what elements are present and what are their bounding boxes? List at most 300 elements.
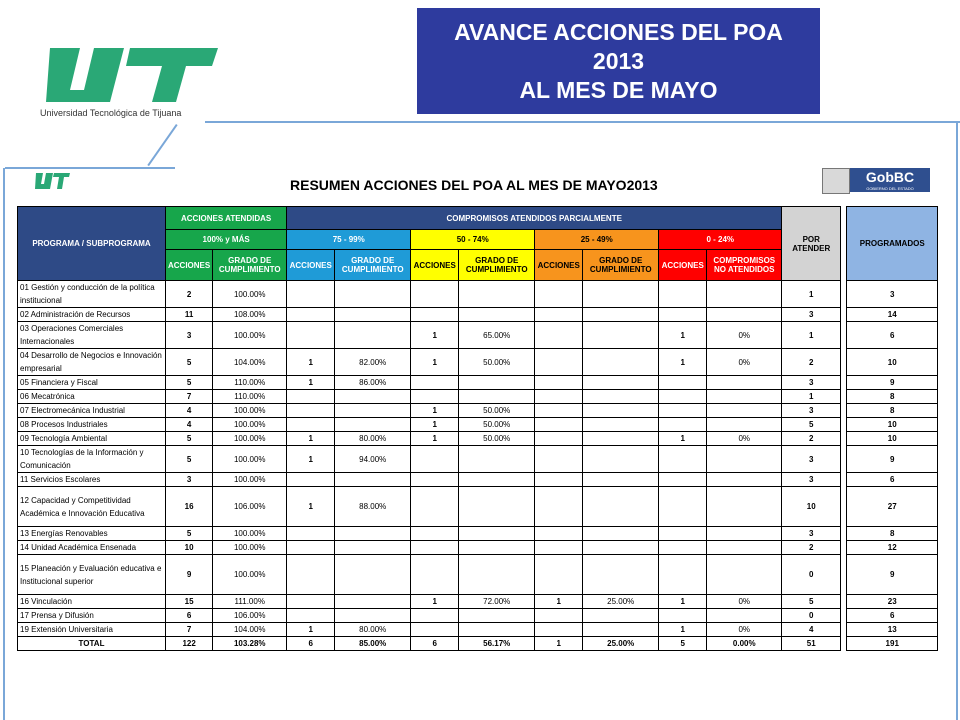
table-cell: 10: [847, 349, 938, 376]
header-programados: PROGRAMADOS: [847, 207, 938, 281]
table-cell: [459, 376, 535, 390]
table-cell: [583, 418, 659, 432]
table-cell: 14: [847, 308, 938, 322]
table-cell: [535, 376, 583, 390]
programa-name: 02 Administración de Recursos: [18, 308, 166, 322]
table-cell: [659, 281, 707, 308]
programa-name: 17 Prensa y Difusión: [18, 609, 166, 623]
table-cell: 9: [847, 446, 938, 473]
table-row: [18, 527, 938, 541]
table-cell: [659, 527, 707, 541]
table-cell: 50.00%: [459, 404, 535, 418]
table-row: [18, 446, 938, 473]
table-cell: 104.00%: [213, 349, 287, 376]
table-cell: 6: [287, 637, 335, 651]
table-cell: 3: [782, 308, 841, 322]
table-cell: [411, 390, 459, 404]
table-cell: [535, 390, 583, 404]
table-cell: [659, 418, 707, 432]
table-cell: 23: [847, 595, 938, 609]
table-cell: 6: [847, 322, 938, 349]
table-cell: [659, 404, 707, 418]
table-cell: [707, 418, 782, 432]
table-cell: 5: [166, 527, 213, 541]
table-cell: [459, 555, 535, 595]
table-cell: 5: [166, 376, 213, 390]
table-cell: 8: [847, 527, 938, 541]
table-cell: 191: [847, 637, 938, 651]
header-75: 75 - 99%: [287, 230, 411, 250]
frame-line: [3, 168, 5, 720]
table-cell: 100.00%: [213, 541, 287, 555]
table-cell: 0%: [707, 349, 782, 376]
table-cell: [411, 527, 459, 541]
header-acciones: ACCIONES: [535, 250, 583, 281]
frame-line: [205, 121, 960, 123]
table-cell: [583, 376, 659, 390]
table-cell: 16: [166, 487, 213, 527]
table-cell: [535, 609, 583, 623]
table-cell: [335, 527, 411, 541]
table-cell: 5: [166, 349, 213, 376]
table-cell: 0%: [707, 432, 782, 446]
table-cell: 72.00%: [459, 595, 535, 609]
table-cell: [287, 527, 335, 541]
table-cell: [707, 281, 782, 308]
table-cell: [459, 527, 535, 541]
table-cell: 100.00%: [213, 473, 287, 487]
table-cell: 122: [166, 637, 213, 651]
table-cell: 100.00%: [213, 404, 287, 418]
table-cell: 3: [782, 473, 841, 487]
table-cell: [535, 322, 583, 349]
table-cell: [335, 609, 411, 623]
gobbc-logo: [822, 168, 930, 194]
table-cell: [287, 404, 335, 418]
header-compromisos-parciales: COMPROMISOS ATENDIDOS PARCIALMENTE: [287, 207, 782, 230]
table-cell: 50.00%: [459, 349, 535, 376]
table-cell: [659, 390, 707, 404]
table-cell: 1: [287, 349, 335, 376]
table-cell: [459, 446, 535, 473]
table-row: [18, 595, 938, 609]
table-cell: 51: [782, 637, 841, 651]
table-cell: 104.00%: [213, 623, 287, 637]
table-row: [18, 487, 938, 527]
table-cell: 50.00%: [459, 432, 535, 446]
table-cell: [659, 446, 707, 473]
title-line-1: AVANCE ACCIONES DEL POA: [454, 19, 783, 45]
table-cell: [583, 473, 659, 487]
table-cell: [535, 432, 583, 446]
programa-name: 06 Mecatrónica: [18, 390, 166, 404]
table-row: [18, 390, 938, 404]
table-cell: 2: [782, 541, 841, 555]
table-cell: [535, 527, 583, 541]
gob-text: GobBC: [865, 169, 915, 185]
frame-line: [956, 121, 958, 720]
gobbc-label: [850, 168, 930, 192]
header-por-atender: POR ATENDER: [782, 207, 841, 281]
table-cell: [583, 609, 659, 623]
table-cell: 8: [847, 404, 938, 418]
table-cell: 1: [659, 349, 707, 376]
table-cell: 10: [847, 418, 938, 432]
table-cell: [287, 609, 335, 623]
programa-name: 05 Financiera y Fiscal: [18, 376, 166, 390]
header-acciones: ACCIONES: [287, 250, 335, 281]
table-cell: 80.00%: [335, 432, 411, 446]
summary-title: RESUMEN ACCIONES DEL POA AL MES DE MAYO2013: [290, 177, 658, 193]
table-cell: 0%: [707, 322, 782, 349]
table-row: [18, 349, 938, 376]
table-cell: [583, 446, 659, 473]
table-cell: [659, 473, 707, 487]
table-cell: 0.00%: [707, 637, 782, 651]
table-cell: [583, 487, 659, 527]
table-row: [18, 404, 938, 418]
table-cell: 7: [166, 390, 213, 404]
table-cell: [583, 623, 659, 637]
table-cell: [583, 404, 659, 418]
table-cell: [535, 487, 583, 527]
table-cell: [707, 473, 782, 487]
table-cell: [411, 487, 459, 527]
table-cell: 108.00%: [213, 308, 287, 322]
table-cell: [459, 487, 535, 527]
frame-line: [5, 167, 175, 169]
header-acciones: ACCIONES: [411, 250, 459, 281]
table-cell: [287, 281, 335, 308]
table-body: [18, 281, 938, 651]
table-cell: [287, 595, 335, 609]
header-acciones: ACCIONES: [166, 250, 213, 281]
table-cell: [583, 390, 659, 404]
table-cell: 86.00%: [335, 376, 411, 390]
table-cell: [583, 432, 659, 446]
table-cell: [459, 308, 535, 322]
table-cell: 110.00%: [213, 376, 287, 390]
header-comp-no-atendidos: COMPROMISOS NO ATENDIDOS: [707, 250, 782, 281]
table-cell: [535, 541, 583, 555]
header-acciones: ACCIONES: [659, 250, 707, 281]
table-cell: 4: [166, 404, 213, 418]
table-cell: [535, 473, 583, 487]
table-cell: [287, 555, 335, 595]
table-cell: 15: [166, 595, 213, 609]
total-row: [18, 637, 938, 651]
table-cell: 4: [166, 418, 213, 432]
table-cell: 7: [166, 623, 213, 637]
table-cell: 65.00%: [459, 322, 535, 349]
table-cell: [335, 404, 411, 418]
page-title: [417, 8, 820, 114]
table-cell: [411, 541, 459, 555]
table-cell: 0: [782, 555, 841, 595]
table-cell: [459, 281, 535, 308]
table-cell: 3: [166, 322, 213, 349]
title-line-3: AL MES DE MAYO: [519, 77, 718, 103]
table-cell: 27: [847, 487, 938, 527]
table-cell: [535, 281, 583, 308]
table-cell: [459, 623, 535, 637]
programa-name: 10 Tecnologías de la Información y Comunicación: [18, 446, 166, 473]
table-cell: 6: [847, 609, 938, 623]
table-cell: [535, 349, 583, 376]
programa-name: TOTAL: [18, 637, 166, 651]
table-cell: [535, 555, 583, 595]
table-cell: 9: [847, 376, 938, 390]
table-cell: [707, 446, 782, 473]
table-cell: 1: [782, 281, 841, 308]
programa-name: 19 Extensión Universitaria: [18, 623, 166, 637]
header-50: 50 - 74%: [411, 230, 535, 250]
table-cell: 1: [535, 595, 583, 609]
table-cell: 1: [411, 349, 459, 376]
table-cell: 5: [782, 595, 841, 609]
programa-name: 14 Unidad Académica Ensenada: [18, 541, 166, 555]
table-cell: [335, 473, 411, 487]
table-cell: 6: [166, 609, 213, 623]
table-cell: [707, 390, 782, 404]
table-cell: [707, 609, 782, 623]
table-cell: [287, 418, 335, 432]
table-cell: [535, 404, 583, 418]
table-cell: 1: [659, 595, 707, 609]
table-cell: [459, 473, 535, 487]
table-cell: 1: [411, 432, 459, 446]
table-cell: 1: [782, 322, 841, 349]
table-cell: 1: [782, 390, 841, 404]
table-cell: [707, 487, 782, 527]
table-cell: [287, 473, 335, 487]
title-line-2: 2013: [592, 48, 645, 74]
table-cell: [707, 541, 782, 555]
table-cell: 4: [782, 623, 841, 637]
table-cell: 3: [166, 473, 213, 487]
table-row: [18, 281, 938, 308]
table-cell: 11: [166, 308, 213, 322]
table-cell: [287, 390, 335, 404]
table-cell: 3: [847, 281, 938, 308]
utt-mini-logo: [34, 171, 70, 191]
table-cell: [707, 555, 782, 595]
table-cell: [411, 446, 459, 473]
table-cell: 50.00%: [459, 418, 535, 432]
frame-diagonal: [147, 124, 177, 166]
table-row: [18, 418, 938, 432]
table-cell: 1: [535, 637, 583, 651]
table-cell: [659, 376, 707, 390]
table-cell: 10: [847, 432, 938, 446]
gob-subtext: GOBIERNO DEL ESTADO: [866, 186, 914, 191]
programa-name: 03 Operaciones Comerciales Internacionales: [18, 322, 166, 349]
table-cell: 6: [847, 473, 938, 487]
table-cell: [583, 349, 659, 376]
table-cell: 0%: [707, 623, 782, 637]
table-cell: [335, 418, 411, 432]
table-cell: 1: [287, 446, 335, 473]
table-cell: 1: [659, 623, 707, 637]
table-cell: 100.00%: [213, 527, 287, 541]
table-cell: 1: [411, 418, 459, 432]
table-cell: [335, 541, 411, 555]
header-25: 25 - 49%: [535, 230, 659, 250]
table-cell: [583, 541, 659, 555]
table-cell: [411, 308, 459, 322]
table-cell: [411, 623, 459, 637]
table-cell: 110.00%: [213, 390, 287, 404]
table-cell: 5: [166, 432, 213, 446]
table-row: [18, 322, 938, 349]
programa-name: 09 Tecnología Ambiental: [18, 432, 166, 446]
header-acciones-atendidas: ACCIONES ATENDIDAS: [166, 207, 287, 230]
table-cell: 103.28%: [213, 637, 287, 651]
table-cell: 2: [782, 432, 841, 446]
table-cell: [335, 322, 411, 349]
table-cell: 0: [782, 609, 841, 623]
table-cell: [707, 527, 782, 541]
table-cell: 3: [782, 376, 841, 390]
table-cell: [287, 541, 335, 555]
table-cell: 106.00%: [213, 609, 287, 623]
table-cell: 5: [782, 418, 841, 432]
table-cell: [335, 595, 411, 609]
programa-name: 08 Procesos Industriales: [18, 418, 166, 432]
summary-table: [17, 206, 938, 651]
table-cell: [459, 609, 535, 623]
table-cell: 3: [782, 446, 841, 473]
table-row: [18, 609, 938, 623]
table-cell: 9: [166, 555, 213, 595]
table-cell: 1: [411, 322, 459, 349]
table-row: [18, 623, 938, 637]
table-cell: [583, 527, 659, 541]
header-grado: GRADO DE CUMPLIMIENTO: [213, 250, 287, 281]
table-cell: [287, 308, 335, 322]
table-cell: [535, 446, 583, 473]
table-cell: [535, 623, 583, 637]
shield-icon: [822, 168, 850, 194]
logo-subtitle: Universidad Tecnológica de Tijuana: [40, 108, 182, 118]
table-cell: 111.00%: [213, 595, 287, 609]
table-cell: [659, 555, 707, 595]
table-cell: 56.17%: [459, 637, 535, 651]
table-cell: 10: [166, 541, 213, 555]
table-cell: 100.00%: [213, 322, 287, 349]
table-cell: [335, 555, 411, 595]
header-grado: GRADO DE CUMPLIMIENTO: [335, 250, 411, 281]
table-cell: 85.00%: [335, 637, 411, 651]
table-row: [18, 432, 938, 446]
table-row: [18, 473, 938, 487]
table-cell: 1: [411, 404, 459, 418]
table-row: [18, 541, 938, 555]
table-row: [18, 376, 938, 390]
header-100: 100% y MÁS: [166, 230, 287, 250]
table-cell: 6: [411, 637, 459, 651]
table-cell: [287, 322, 335, 349]
table-cell: 9: [847, 555, 938, 595]
programa-name: 13 Energías Renovables: [18, 527, 166, 541]
table-cell: [659, 609, 707, 623]
table-cell: 1: [287, 487, 335, 527]
table-cell: 3: [782, 527, 841, 541]
table-cell: 1: [287, 432, 335, 446]
table-cell: 2: [782, 349, 841, 376]
table-cell: [535, 308, 583, 322]
table-cell: 100.00%: [213, 446, 287, 473]
table-cell: 1: [659, 322, 707, 349]
table-cell: 2: [166, 281, 213, 308]
table-cell: 8: [847, 390, 938, 404]
table-cell: 25.00%: [583, 637, 659, 651]
table-cell: [659, 487, 707, 527]
table-cell: 13: [847, 623, 938, 637]
table-cell: [335, 281, 411, 308]
table-cell: 1: [659, 432, 707, 446]
programa-name: 11 Servicios Escolares: [18, 473, 166, 487]
programa-name: 12 Capacidad y Competitividad Académica e Innovación Educativa: [18, 487, 166, 527]
table-cell: 100.00%: [213, 555, 287, 595]
table-cell: 12: [847, 541, 938, 555]
table-cell: 3: [782, 404, 841, 418]
table-cell: 10: [782, 487, 841, 527]
programa-name: 16 Vinculación: [18, 595, 166, 609]
programa-name: 01 Gestión y conducción de la política institucional: [18, 281, 166, 308]
table-row: [18, 308, 938, 322]
table-cell: 1: [287, 623, 335, 637]
table-cell: 80.00%: [335, 623, 411, 637]
table-cell: [535, 418, 583, 432]
table-cell: [659, 308, 707, 322]
table-cell: 106.00%: [213, 487, 287, 527]
table-cell: 5: [659, 637, 707, 651]
table-cell: [707, 308, 782, 322]
header-0: 0 - 24%: [659, 230, 782, 250]
table-cell: [411, 609, 459, 623]
table-row: [18, 555, 938, 595]
table-cell: 100.00%: [213, 418, 287, 432]
header-grado: GRADO DE CUMPLIMIENTO: [583, 250, 659, 281]
programa-name: 07 Electromecánica Industrial: [18, 404, 166, 418]
table-cell: [335, 390, 411, 404]
table-cell: [583, 555, 659, 595]
table-cell: 25.00%: [583, 595, 659, 609]
table-cell: 1: [287, 376, 335, 390]
table-cell: 94.00%: [335, 446, 411, 473]
table-cell: [583, 308, 659, 322]
table-cell: [411, 281, 459, 308]
table-cell: 82.00%: [335, 349, 411, 376]
table-cell: 5: [166, 446, 213, 473]
table-cell: 1: [411, 595, 459, 609]
table-cell: 88.00%: [335, 487, 411, 527]
table-cell: [583, 281, 659, 308]
table-cell: [411, 555, 459, 595]
table-cell: 100.00%: [213, 281, 287, 308]
programa-name: 15 Planeación y Evaluación educativa e Institucional superior: [18, 555, 166, 595]
table-cell: [459, 390, 535, 404]
table-cell: [459, 541, 535, 555]
table-cell: 0%: [707, 595, 782, 609]
header-programa: PROGRAMA / SUBPROGRAMA: [18, 207, 166, 281]
header-grado: GRADO DE CUMPLIMIENTO: [459, 250, 535, 281]
table-cell: [707, 404, 782, 418]
table-cell: [583, 322, 659, 349]
table-cell: [411, 473, 459, 487]
programa-name: 04 Desarrollo de Negocios e Innovación empresarial: [18, 349, 166, 376]
